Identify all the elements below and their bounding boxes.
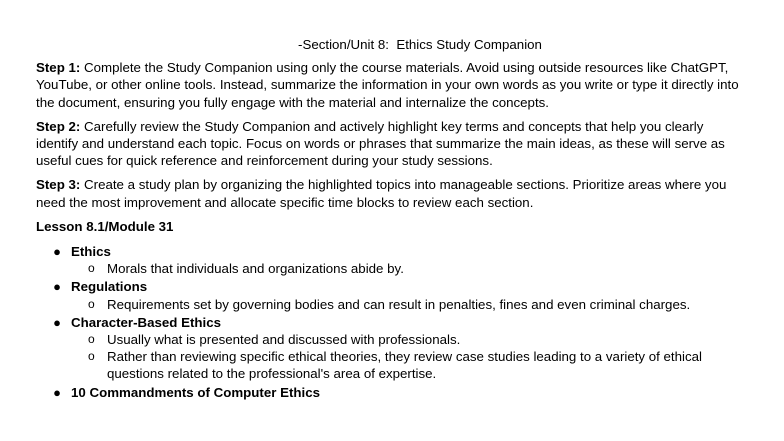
topic-label: Ethics: [71, 244, 111, 260]
step-3-text: Create a study plan by organizing the highlighted topics into manageable sections. Prioritize areas where you need the most improvement and allocate specific time blocks to review each section.: [36, 177, 727, 210]
sub-item-text: Usually what is presented and discussed with professionals.: [107, 332, 461, 348]
sub-list: [71, 296, 754, 313]
bullet-icon: ●: [53, 314, 61, 330]
topic-label: Regulations: [71, 279, 148, 295]
sub-bullet-icon: o: [88, 296, 95, 311]
topic-label: 10 Commandments of Computer Ethics: [71, 384, 320, 400]
bullet-icon: ●: [53, 384, 61, 400]
sub-item: [71, 260, 754, 277]
topic-item-ethics: [36, 243, 754, 277]
topic-item-character-based-ethics: [36, 314, 754, 383]
step-1-label: Step 1:: [36, 60, 81, 76]
bullet-icon: ●: [53, 244, 61, 260]
sub-item-text: Morals that individuals and organizations abide by.: [107, 261, 404, 277]
step-2-text: Carefully review the Study Companion and actively highlight key terms and concepts that help you clearly identify and understand each topic. Focus on words or phrases that summarize the main ideas, as these will serve as useful cues for quick reference and reinforcement during your study sessions.: [36, 118, 725, 169]
topic-list: [36, 243, 754, 401]
sub-list: [71, 331, 754, 383]
lesson-heading: Lesson 8.1/Module 31: [36, 218, 174, 234]
sub-bullet-icon: o: [88, 261, 95, 276]
sub-bullet-icon: o: [88, 332, 95, 347]
sub-list: [71, 260, 754, 277]
step-3-label: Step 3:: [36, 177, 81, 193]
step-1-text: Complete the Study Companion using only the course materials. Avoid using outside resources like ChatGPT, YouTube, or other online tools. Instead, summarize the information in your own words as you write or type it directly into the document, ensuring you fully engage with the material and internalize the concepts.: [36, 60, 739, 110]
sub-item-text: Rather than reviewing specific ethical theories, they review case studies leading to a variety of ethical questions related to the professional's area of expertise.: [107, 349, 702, 382]
sub-item-text: Requirements set by governing bodies and can result in penalties, fines and even criminal charges.: [107, 296, 691, 312]
bullet-icon: ●: [53, 279, 61, 295]
sub-bullet-icon: o: [88, 349, 95, 364]
topic-item-regulations: [36, 278, 754, 312]
step-2-label: Step 2:: [36, 118, 81, 134]
sub-item: [71, 296, 754, 313]
step-2-paragraph: [36, 118, 754, 170]
topic-label: Character-Based Ethics: [71, 314, 222, 330]
step-3-paragraph: [36, 176, 754, 210]
document-title: -Section/Unit 8: Ethics Study Companion: [298, 37, 542, 52]
topic-item-ten-commandments: [36, 384, 754, 401]
step-1-paragraph: [36, 59, 754, 111]
sub-item: [71, 331, 754, 348]
sub-item: [71, 348, 754, 382]
